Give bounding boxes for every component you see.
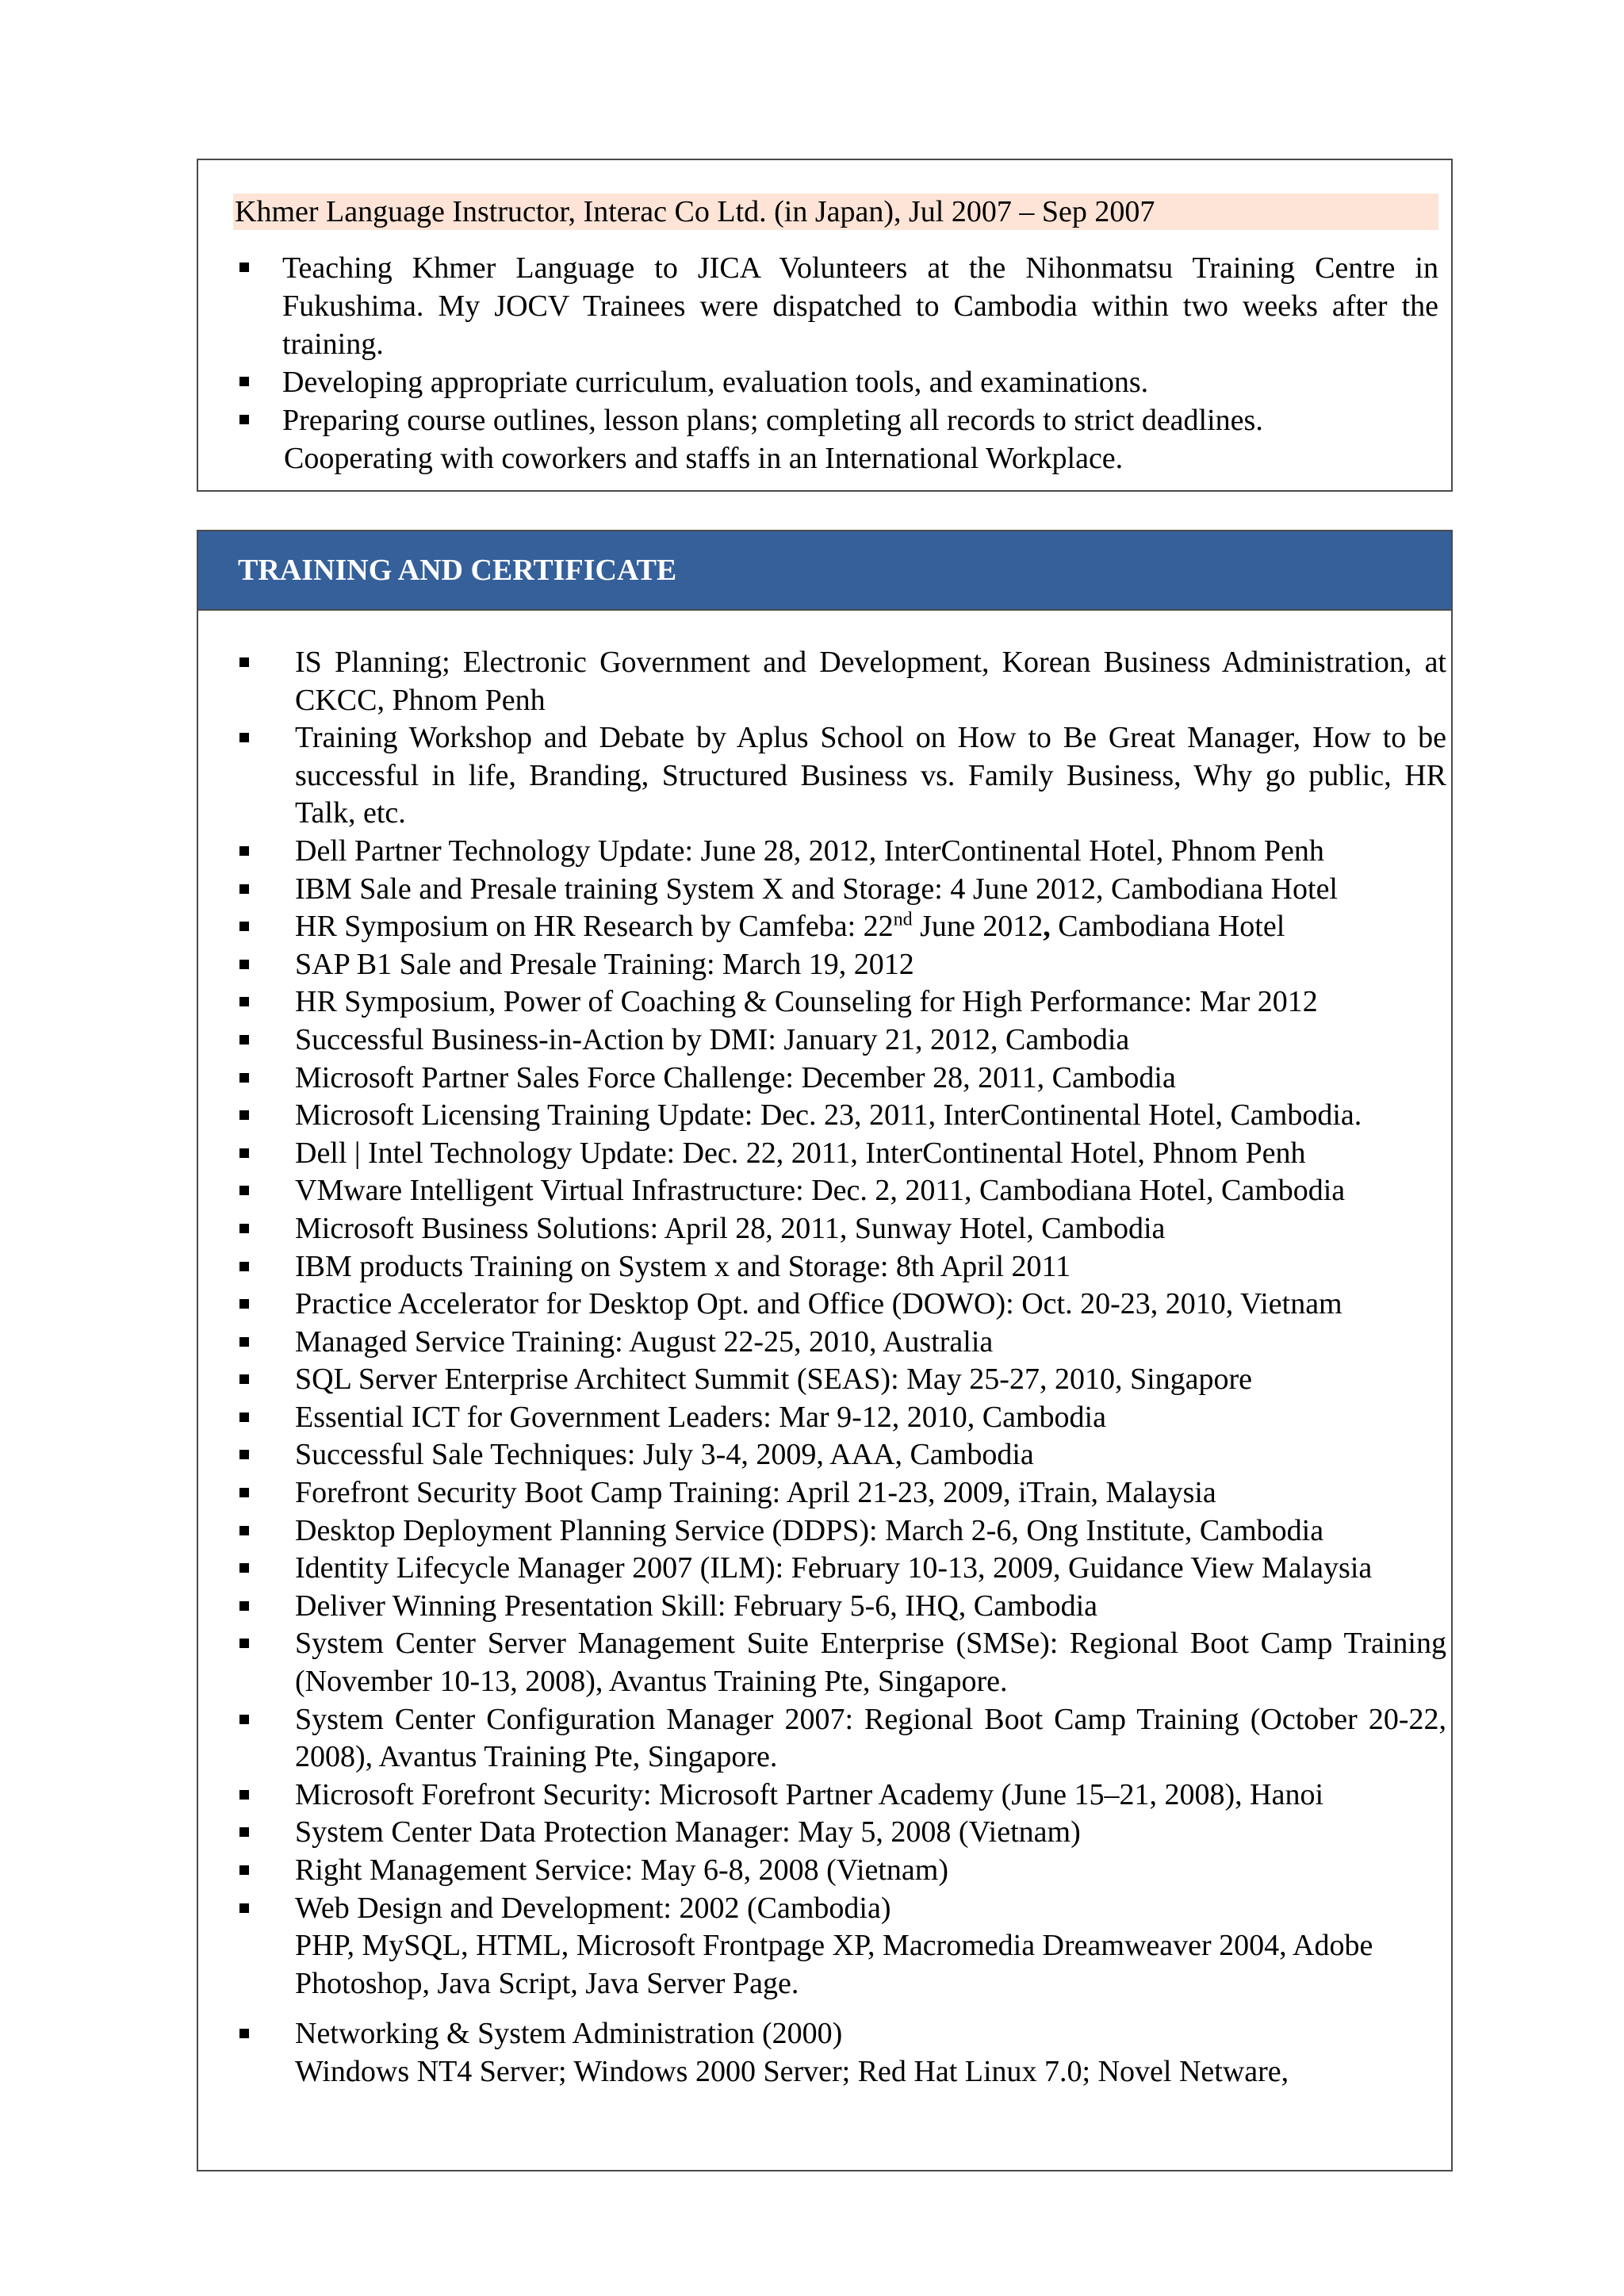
bullet-icon xyxy=(239,1224,249,1233)
list-item: Networking & System Administration (2000) Windows NT4 Server; Windows 2000 Server; Red Hat Linux 7.0; Novel Netware, xyxy=(239,2015,1446,2091)
experience-bullets xyxy=(239,249,1438,439)
bullet-icon xyxy=(239,1299,249,1309)
bullet-icon xyxy=(239,263,249,272)
bullet-icon xyxy=(239,1374,249,1384)
list-item: IBM Sale and Presale training System X and Storage: 4 June 2012, Cambodiana Hotel xyxy=(239,871,1446,909)
experience-box xyxy=(197,159,1453,492)
list-item: Microsoft Licensing Training Update: Dec. 23, 2011, InterContinental Hotel, Cambodia. xyxy=(239,1097,1446,1135)
list-item: Developing appropriate curriculum, evaluation tools, and examinations. xyxy=(239,363,1438,401)
bullet-icon xyxy=(239,1450,249,1459)
list-item: SAP B1 Sale and Presale Training: March 19, 2012 xyxy=(239,946,1446,984)
list-item: Microsoft Forefront Security: Microsoft Partner Academy (June 15–21, 2008), Hanoi xyxy=(239,1777,1446,1815)
bullet-icon xyxy=(239,1262,249,1271)
bullet-icon xyxy=(239,1903,249,1913)
list-item: Successful Business-in-Action by DMI: January 21, 2012, Cambodia xyxy=(239,1022,1446,1060)
list-item: Teaching Khmer Language to JICA Volunteers at the Nihonmatsu Training Centre in Fukushima. My JOCV Trainees were dispatched to Cambodia within two weeks after the training. xyxy=(239,249,1438,363)
bullet-icon xyxy=(239,1337,249,1347)
bullet-icon xyxy=(239,1526,249,1535)
section-title: TRAINING AND CERTIFICATE xyxy=(238,554,677,587)
job-title: Khmer Language Instructor, Interac Co Ltd. (in Japan), Jul 2007 – Sep 2007 xyxy=(233,194,1438,230)
bullet-icon xyxy=(239,657,249,667)
bullet-icon xyxy=(239,1110,249,1120)
bullet-icon xyxy=(239,1148,249,1158)
list-item: HR Symposium, Power of Coaching & Counseling for High Performance: Mar 2012 xyxy=(239,983,1446,1022)
training-list xyxy=(239,644,1446,2091)
bullet-icon xyxy=(239,1035,249,1045)
bullet-icon xyxy=(239,960,249,969)
bullet-icon xyxy=(239,1488,249,1497)
section-header xyxy=(198,531,1451,611)
bullet-icon xyxy=(239,1073,249,1083)
list-item: Right Management Service: May 6-8, 2008 (Vietnam) xyxy=(239,1852,1446,1890)
list-item: System Center Server Management Suite Enterprise (SMSe): Regional Boot Camp Training (November 10-13, 2008), Avantus Training Pte, Singapore. xyxy=(239,1625,1446,1700)
bullet-icon xyxy=(239,1639,249,1648)
list-item: VMware Intelligent Virtual Infrastructure: Dec. 2, 2011, Cambodiana Hotel, Cambodia xyxy=(239,1172,1446,1210)
bullet-icon xyxy=(239,1412,249,1422)
list-item: Successful Sale Techniques: July 3-4, 2009, AAA, Cambodia xyxy=(239,1436,1446,1474)
list-item: SQL Server Enterprise Architect Summit (SEAS): May 25-27, 2010, Singapore xyxy=(239,1361,1446,1399)
list-item: HR Symposium on HR Research by Camfeba: 22nd June 2012, Cambodiana Hotel xyxy=(239,908,1446,946)
list-item: Identity Lifecycle Manager 2007 (ILM): February 10-13, 2009, Guidance View Malaysia xyxy=(239,1550,1446,1588)
list-item: Forefront Security Boot Camp Training: April 21-23, 2009, iTrain, Malaysia xyxy=(239,1474,1446,1512)
bullet-icon xyxy=(239,922,249,931)
list-item: Practice Accelerator for Desktop Opt. and Office (DOWO): Oct. 20-23, 2010, Vietnam xyxy=(239,1286,1446,1324)
list-item: Microsoft Business Solutions: April 28, 2011, Sunway Hotel, Cambodia xyxy=(239,1210,1446,1248)
list-item: IBM products Training on System x and Storage: 8th April 2011 xyxy=(239,1248,1446,1286)
bullet-icon xyxy=(239,884,249,894)
bullet-icon xyxy=(239,415,249,424)
list-item: Dell | Intel Technology Update: Dec. 22, 2011, InterContinental Hotel, Phnom Penh xyxy=(239,1135,1446,1173)
list-item: Dell Partner Technology Update: June 28, 2012, InterContinental Hotel, Phnom Penh xyxy=(239,833,1446,871)
list-item: IS Planning; Electronic Government and Development, Korean Business Administration, at CKCC, Phnom Penh xyxy=(239,644,1446,719)
list-item: Web Design and Development: 2002 (Cambodia) PHP, MySQL, HTML, Microsoft Frontpage XP, Macromedia Dreamweaver 2004, Adobe Photoshop, Java Script, Java Server Page. xyxy=(239,1890,1446,2003)
bullet-icon xyxy=(239,1563,249,1573)
list-item: System Center Data Protection Manager: May 5, 2008 (Vietnam) xyxy=(239,1814,1446,1852)
bullet-icon xyxy=(239,846,249,856)
list-item: Essential ICT for Government Leaders: Mar 9-12, 2010, Cambodia xyxy=(239,1399,1446,1437)
bullet-icon xyxy=(239,733,249,742)
bullet-icon xyxy=(239,1865,249,1875)
bullet-icon xyxy=(239,1715,249,1724)
list-item: System Center Configuration Manager 2007: Regional Boot Camp Training (October 20-22, 2008), Avantus Training Pte, Singapore. xyxy=(239,1701,1446,1777)
continuation-line: Cooperating with coworkers and staffs in an International Workplace. xyxy=(284,442,1124,475)
bullet-icon xyxy=(239,1601,249,1611)
bullet-icon xyxy=(239,1790,249,1800)
bullet-icon xyxy=(239,997,249,1006)
list-item: Training Workshop and Debate by Aplus School on How to Be Great Manager, How to be successful in life, Branding, Structured Business vs. Family Business, Why go public, HR Talk, etc. xyxy=(239,719,1446,833)
list-item: Preparing course outlines, lesson plans; completing all records to strict deadlines. xyxy=(239,401,1438,439)
training-box xyxy=(197,530,1453,2171)
list-item: Deliver Winning Presentation Skill: February 5-6, IHQ, Cambodia xyxy=(239,1588,1446,1626)
bullet-icon xyxy=(239,377,249,386)
bullet-icon xyxy=(239,2029,249,2038)
bullet-icon xyxy=(239,1827,249,1837)
list-item: Desktop Deployment Planning Service (DDPS): March 2-6, Ong Institute, Cambodia xyxy=(239,1512,1446,1550)
bullet-icon xyxy=(239,1186,249,1195)
list-item: Managed Service Training: August 22-25, 2010, Australia xyxy=(239,1324,1446,1362)
list-item: Microsoft Partner Sales Force Challenge: December 28, 2011, Cambodia xyxy=(239,1060,1446,1098)
